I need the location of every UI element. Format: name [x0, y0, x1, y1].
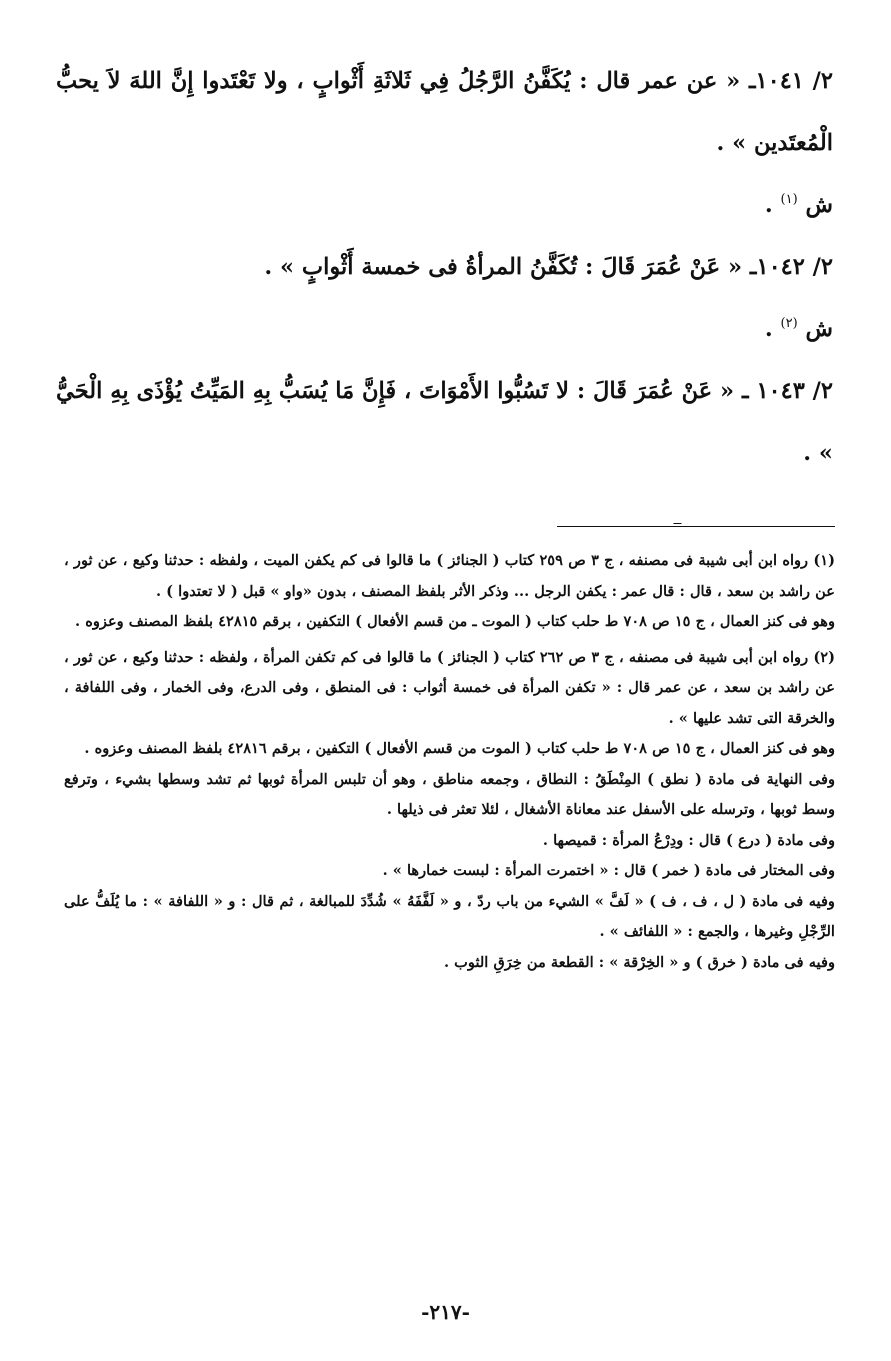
hadith-entry-1041: [56, 50, 833, 174]
footnote-paragraph: وفيه فى مادة ( ل ، ف ، ف ) « لَفَّ » الشيء من باب ردّ ، و « لَفَّفَهُ » شُدِّدَ للمبالغة ، ثم قال : و « اللفافة » : ما يُلَفُّ على الرِّجْلِ وغيرها ، والجمع : « اللفائف » .: [64, 892, 835, 940]
footnote-text: رواه ابن أبى شيبة فى مصنفه ، ج ٣ ص ٢٦٢ كتاب ( الجنائز ) ما قالوا فى كم تكفن المرأة ، ولفظه : حدثنا وكيع ، عن ثور ، عن راشد بن سعد ، عن عمر قال : « تكفن المرأة فى خمسة أثواب : فى المنطق ، وفى الدرع، وفى الخمار ، وفى اللفافة ، والخرقة التى تشد عليها » .: [64, 648, 835, 727]
source-abbrev: ش: [805, 316, 833, 342]
entry-reference: ٢/ ١٠٤١ـ: [748, 68, 833, 94]
footnotes: [64, 546, 835, 978]
footnote-paragraph: [64, 546, 835, 607]
footnote-paragraph: وفى المختار فى مادة ( خمر ) قال : « اختمرت المرأة : لبست خمارها » .: [382, 862, 835, 879]
footnote-ref-1[interactable]: (١): [780, 192, 798, 207]
hadith-entry-1043: [56, 360, 833, 484]
page-number: -٢١٧-: [421, 1300, 470, 1324]
footnote-separator: [557, 526, 835, 527]
footnote-paragraph: [64, 643, 835, 735]
source-abbrev: ش: [805, 192, 833, 218]
source-tail: .: [764, 192, 773, 218]
footnote-paragraph: وفيه فى مادة ( خرق ) و « الخِرْقة » : القطعة من خِرَقِ الثوب .: [444, 953, 835, 971]
footnote-paragraph: وفى النهاية فى مادة ( نطق ) المِنْطَقُ : النطاق ، وجمعه مناطق ، وهو أن تلبس المرأة ثوبها ثم تشد وسطها بشيء ، وترفع وسط ثوبها ، وترسله على الأسفل عند معاناة الأشغال ، لئلا تعثر فى ذيلها .: [64, 770, 835, 818]
source-line-1: [56, 174, 833, 236]
entry-reference: ٢/ ١٠٤٢ـ: [749, 254, 833, 280]
footnote-paragraph: وفى مادة ( درع ) قال : ودِرْعُ المرأة : قميصها .: [542, 831, 835, 849]
footnote-number: (١): [813, 552, 835, 569]
footnote-text: رواه ابن أبى شيبة فى مصنفه ، ج ٣ ص ٢٥٩ كتاب ( الجنائز ) ما قالوا فى كم يكفن الميت ، ولفظه : حدثنا وكيع ، عن ثور ، عن راشد بن سعد ، قال : قال عمر : يكفن الرجل ... وذكر الأثر بلفظ المصنف ، بدون «واو » قبل ( لا تعتدوا ) .: [64, 552, 835, 600]
entry-text: « عَنْ عُمَرَ قَالَ : تُكَفَّنُ المرأةُ فى خمسة أَثْوابٍ » .: [264, 254, 743, 280]
source-line-2: [56, 298, 833, 360]
footnote-1: [64, 546, 835, 638]
entry-text: « عن عمر قال : يُكَفَّنُ الرَّجُلُ فِي ثَلاثَةِ أَثْوابٍ ، ولا تَعْتَدوا إِنَّ اللهَ لاَ يحبُّ الْمُعتَدين » .: [56, 68, 833, 156]
footnote-paragraph: وهو فى كنز العمال ، ج ١٥ ص ٧٠٨ ط حلب كتاب ( الموت من قسم الأفعال ) التكفين ، برقم ٤٢٨١٦ بلفظ المصنف وعزوه .: [84, 740, 835, 757]
entry-reference: ٢/ ١٠٤٣ ـ: [741, 378, 833, 404]
footnote-paragraph: وهو فى كنز العمال ، ج ١٥ ص ٧٠٨ ط حلب كتاب ( الموت ـ من قسم الأفعال ) التكفين ، برقم ٤٢٨١٥ بلفظ المصنف وعزوه .: [75, 613, 835, 630]
footnote-number: (٢): [813, 648, 835, 666]
hadith-entry-1042: [56, 236, 833, 298]
main-text: [56, 50, 833, 484]
entry-text: « عَنْ عُمَرَ قَالَ : لا تَسُبُّوا الأَمْوَاتَ ، فَإِنَّ مَا يُسَبُّ بِهِ المَيِّتُ يُؤْذَى بِهِ الْحَيُّ » .: [56, 378, 833, 466]
footnote-2: [64, 643, 835, 979]
separator-mark: [668, 523, 682, 530]
footnote-ref-2[interactable]: (٢): [780, 316, 798, 331]
source-tail: .: [764, 316, 773, 342]
